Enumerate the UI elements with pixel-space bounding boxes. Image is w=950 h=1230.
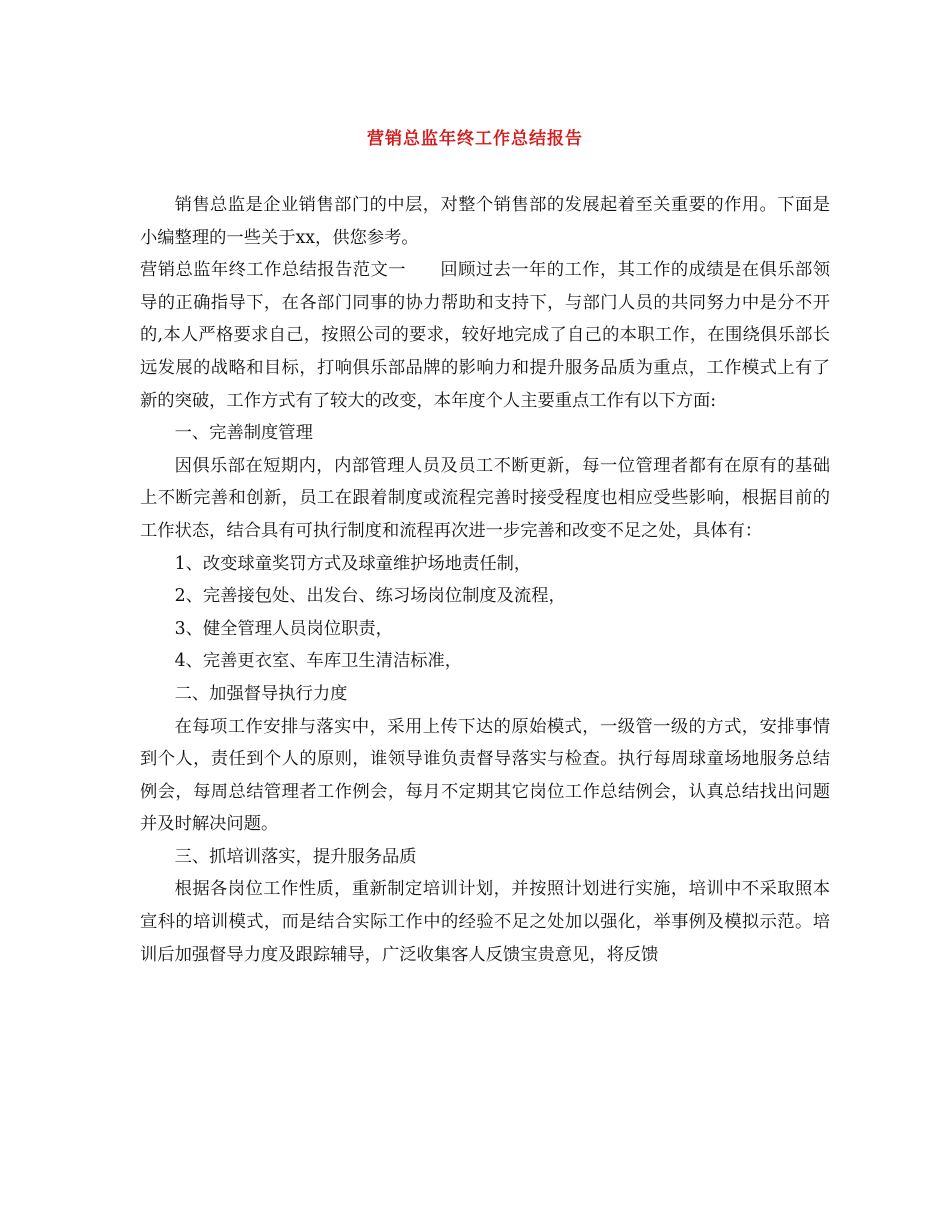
sample-paragraph	[140, 254, 830, 417]
section-heading-2: 二、加强督导执行力度	[174, 683, 348, 704]
section-heading-3: 三、抓培训落实，提升服务品质	[174, 846, 417, 867]
section-paragraph-2: 在每项工作安排与落实中，采用上传下达的原始模式，一级管一级的方式，安排事情到个人，责任到个人的原则，谁领导谁负责督导落实与检查。执行每周球童场地服务总结例会，每周总结管理者工作例会，每月不定期其它岗位工作总结例会，认真总结找出问题并及时解决问题。	[140, 716, 830, 835]
document-body	[140, 189, 830, 971]
list-item-3: 3、健全管理人员岗位职责，	[174, 618, 393, 639]
list-item-2: 2、完善接包处、出发台、练习场岗位制度及流程，	[174, 586, 566, 607]
section-heading-1: 一、完善制度管理	[174, 423, 313, 444]
section-paragraph-1: 因俱乐部在短期内，内部管理人员及员工不断更新，每一位管理者都有在原有的基础上不断完善和创新，员工在跟着制度或流程完善时接受程度也相应受些影响，根据目前的工作状态，结合具有可执行制度和流程再次进一步完善和改变不足之处，具体有：	[140, 455, 830, 541]
intro-paragraph: 销售总监是企业销售部门的中层，对整个销售部的发展起着至关重要的作用。下面是小编整理的一些关于xx，供您参考。	[140, 195, 830, 248]
sample-opening: 回顾过去一年的工作，其工作的成绩是在俱乐部领导的正确指导下，在各部门同事的协力帮助和支持下，与部门人员的共同努力中是分不开的,本人严格要求自己，按照公司的要求，较好地完成了自己的本职工作，在围绕俱乐部长远发展的战略和目标，打响俱乐部品牌的影响力和提升服务品质为重点，工作模式上有了新的突破，工作方式有了较大的改变，本年度个人主要重点工作有以下方面:	[140, 260, 830, 411]
document-title: 营销总监年终工作总结报告	[367, 129, 583, 149]
list-item-4: 4、完善更衣室、车库卫生清洁标准，	[174, 651, 463, 672]
sample-label: 营销总监年终工作总结报告范文一	[140, 260, 406, 281]
section-paragraph-3: 根据各岗位工作性质，重新制定培训计划，并按照计划进行实施，培训中不采取照本宣科的培训模式，而是结合实际工作中的经验不足之处加以强化，举事例及模拟示范。培训后加强督导力度及跟踪辅导，广泛收集客人反馈宝贵意见，将反馈	[140, 879, 830, 965]
list-item-1: 1、改变球童奖罚方式及球童维护场地责任制，	[174, 553, 532, 574]
